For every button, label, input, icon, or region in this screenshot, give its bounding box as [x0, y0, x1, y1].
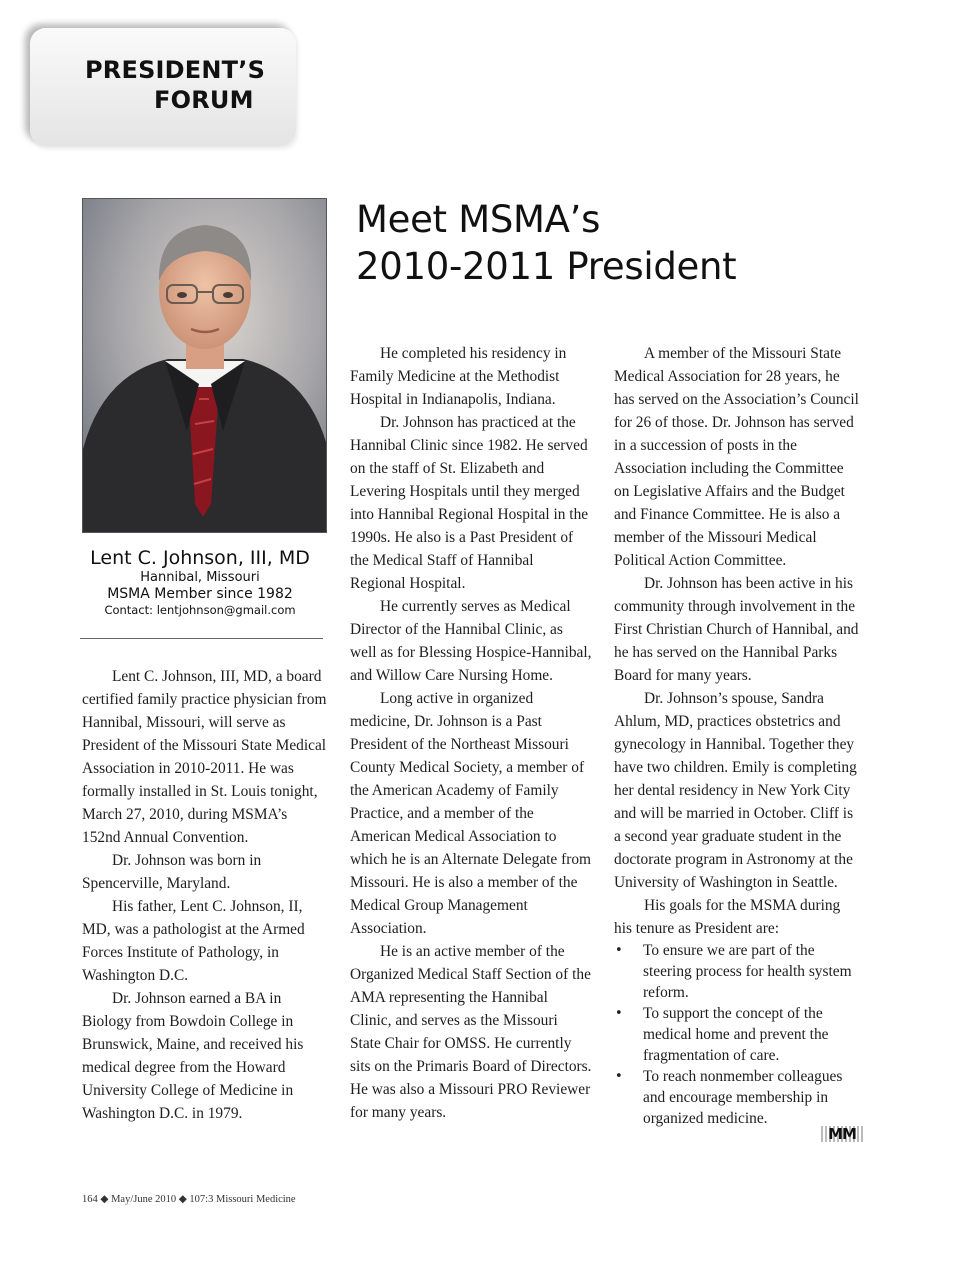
- paragraph: Dr. Johnson has practiced at the Hannibal Clinic since 1982. He served on the staff of St. Elizabeth and Levering Hospitals until they merged into Hannibal Regional Hospital in the 1990s. He also is a Past President of the Medical Staff of Hannibal Regional Hospital.: [350, 414, 589, 592]
- goals-list: [614, 940, 860, 1129]
- page-footer: 164 ◆ May/June 2010 ◆ 107:3 Missouri Medicine: [82, 1194, 296, 1205]
- section-tab: [30, 28, 296, 146]
- paragraph: His goals for the MSMA during his tenure as President are:: [614, 897, 841, 937]
- page-title-line-2: 2010-2011 President: [356, 245, 737, 288]
- goal-text: To support the concept of the medical home and prevent the fragmentation of care.: [643, 1005, 829, 1064]
- paragraph: He is an active member of the Organized Medical Staff Section of the AMA representing the Hannibal Clinic, and serves as the Missouri State Chair for OMSS. He currently sits on the Primaris Board of Directors. He was also a Missouri PRO Reviewer for many years.: [350, 943, 592, 1121]
- president-portrait: [82, 198, 327, 533]
- caption-divider: [80, 638, 323, 639]
- section-title-line-1: PRESIDENT’S: [85, 56, 266, 84]
- membership-since: MSMA Member since 1982: [107, 586, 293, 602]
- bullet-icon: •: [615, 1006, 623, 1021]
- paragraph: Long active in organized medicine, Dr. Johnson is a Past President of the Northeast Missouri County Medical Society, a member of the American Academy of Family Practice, and a member of the American Medical Association to which he is an Alternate Delegate from Missouri. He is also a member of the Medical Group Management Association.: [350, 690, 592, 937]
- end-mark-logo: MM: [821, 1126, 863, 1142]
- portrait-caption: [80, 546, 320, 618]
- article-column-1: [82, 665, 328, 1125]
- article-column-2: [350, 342, 592, 1124]
- paragraph: He completed his residency in Family Medicine at the Methodist Hospital in Indianapolis, Indiana.: [350, 345, 567, 408]
- paragraph: Dr. Johnson was born in Spencerville, Maryland.: [82, 852, 262, 892]
- paragraph: Dr. Johnson has been active in his community through involvement in the First Christian Church of Hannibal, and he has served on the Hannibal Parks Board for many years.: [614, 575, 859, 684]
- goal-text: To ensure we are part of the steering process for health system reform.: [643, 942, 852, 1001]
- paragraph: Dr. Johnson earned a BA in Biology from Bowdoin College in Brunswick, Maine, and received his medical degree from the Howard University College of Medicine in Washington D.C. in 1979.: [82, 990, 304, 1122]
- paragraph: He currently serves as Medical Director of the Hannibal Clinic, as well as for Blessing Hospice-Hannibal, and Willow Care Nursing Home.: [350, 598, 592, 684]
- article-column-3: [614, 342, 860, 1129]
- list-item: [614, 940, 860, 1003]
- paragraph: Lent C. Johnson, III, MD, a board certified family practice physician from Hannibal, Missouri, will serve as President of the Missouri State Medical Association in 2010-2011. He was formally installed in St. Louis tonight, March 27, 2010, during MSMA’s 152nd Annual Convention.: [82, 668, 327, 846]
- section-title-line-2: FORUM: [154, 86, 254, 114]
- president-name: Lent C. Johnson, III, MD: [90, 547, 310, 569]
- president-location: Hannibal, Missouri: [140, 570, 260, 585]
- page-title-line-1: Meet MSMA’s: [356, 198, 601, 241]
- bullet-icon: •: [615, 1069, 623, 1084]
- paragraph: Dr. Johnson’s spouse, Sandra Ahlum, MD, practices obstetrics and gynecology in Hannibal. Together they have two children. Emily is completing her dental residency in New York City and will be married in October. Cliff is a second year graduate student in the doctorate program in Astronomy at the University of Washington in Seattle.: [614, 690, 857, 891]
- bullet-icon: •: [615, 943, 623, 958]
- paragraph: A member of the Missouri State Medical Association for 28 years, he has served on the Association’s Council for 26 of those. Dr. Johnson has served in a succession of posts in the Association including the Committee on Legislative Affairs and the Budget and Finance Committee. He is also a member of the Missouri Medical Political Action Committee.: [614, 345, 859, 569]
- page-title: [356, 196, 736, 290]
- paragraph: His father, Lent C. Johnson, II, MD, was a pathologist at the Armed Forces Institute of Pathology, in Washington D.C.: [82, 898, 305, 984]
- list-item: [614, 1003, 860, 1066]
- list-item: [614, 1066, 860, 1129]
- contact-email: Contact: lentjohnson@gmail.com: [104, 603, 296, 617]
- goal-text: To reach nonmember colleagues and encourage membership in organized medicine.: [643, 1068, 843, 1127]
